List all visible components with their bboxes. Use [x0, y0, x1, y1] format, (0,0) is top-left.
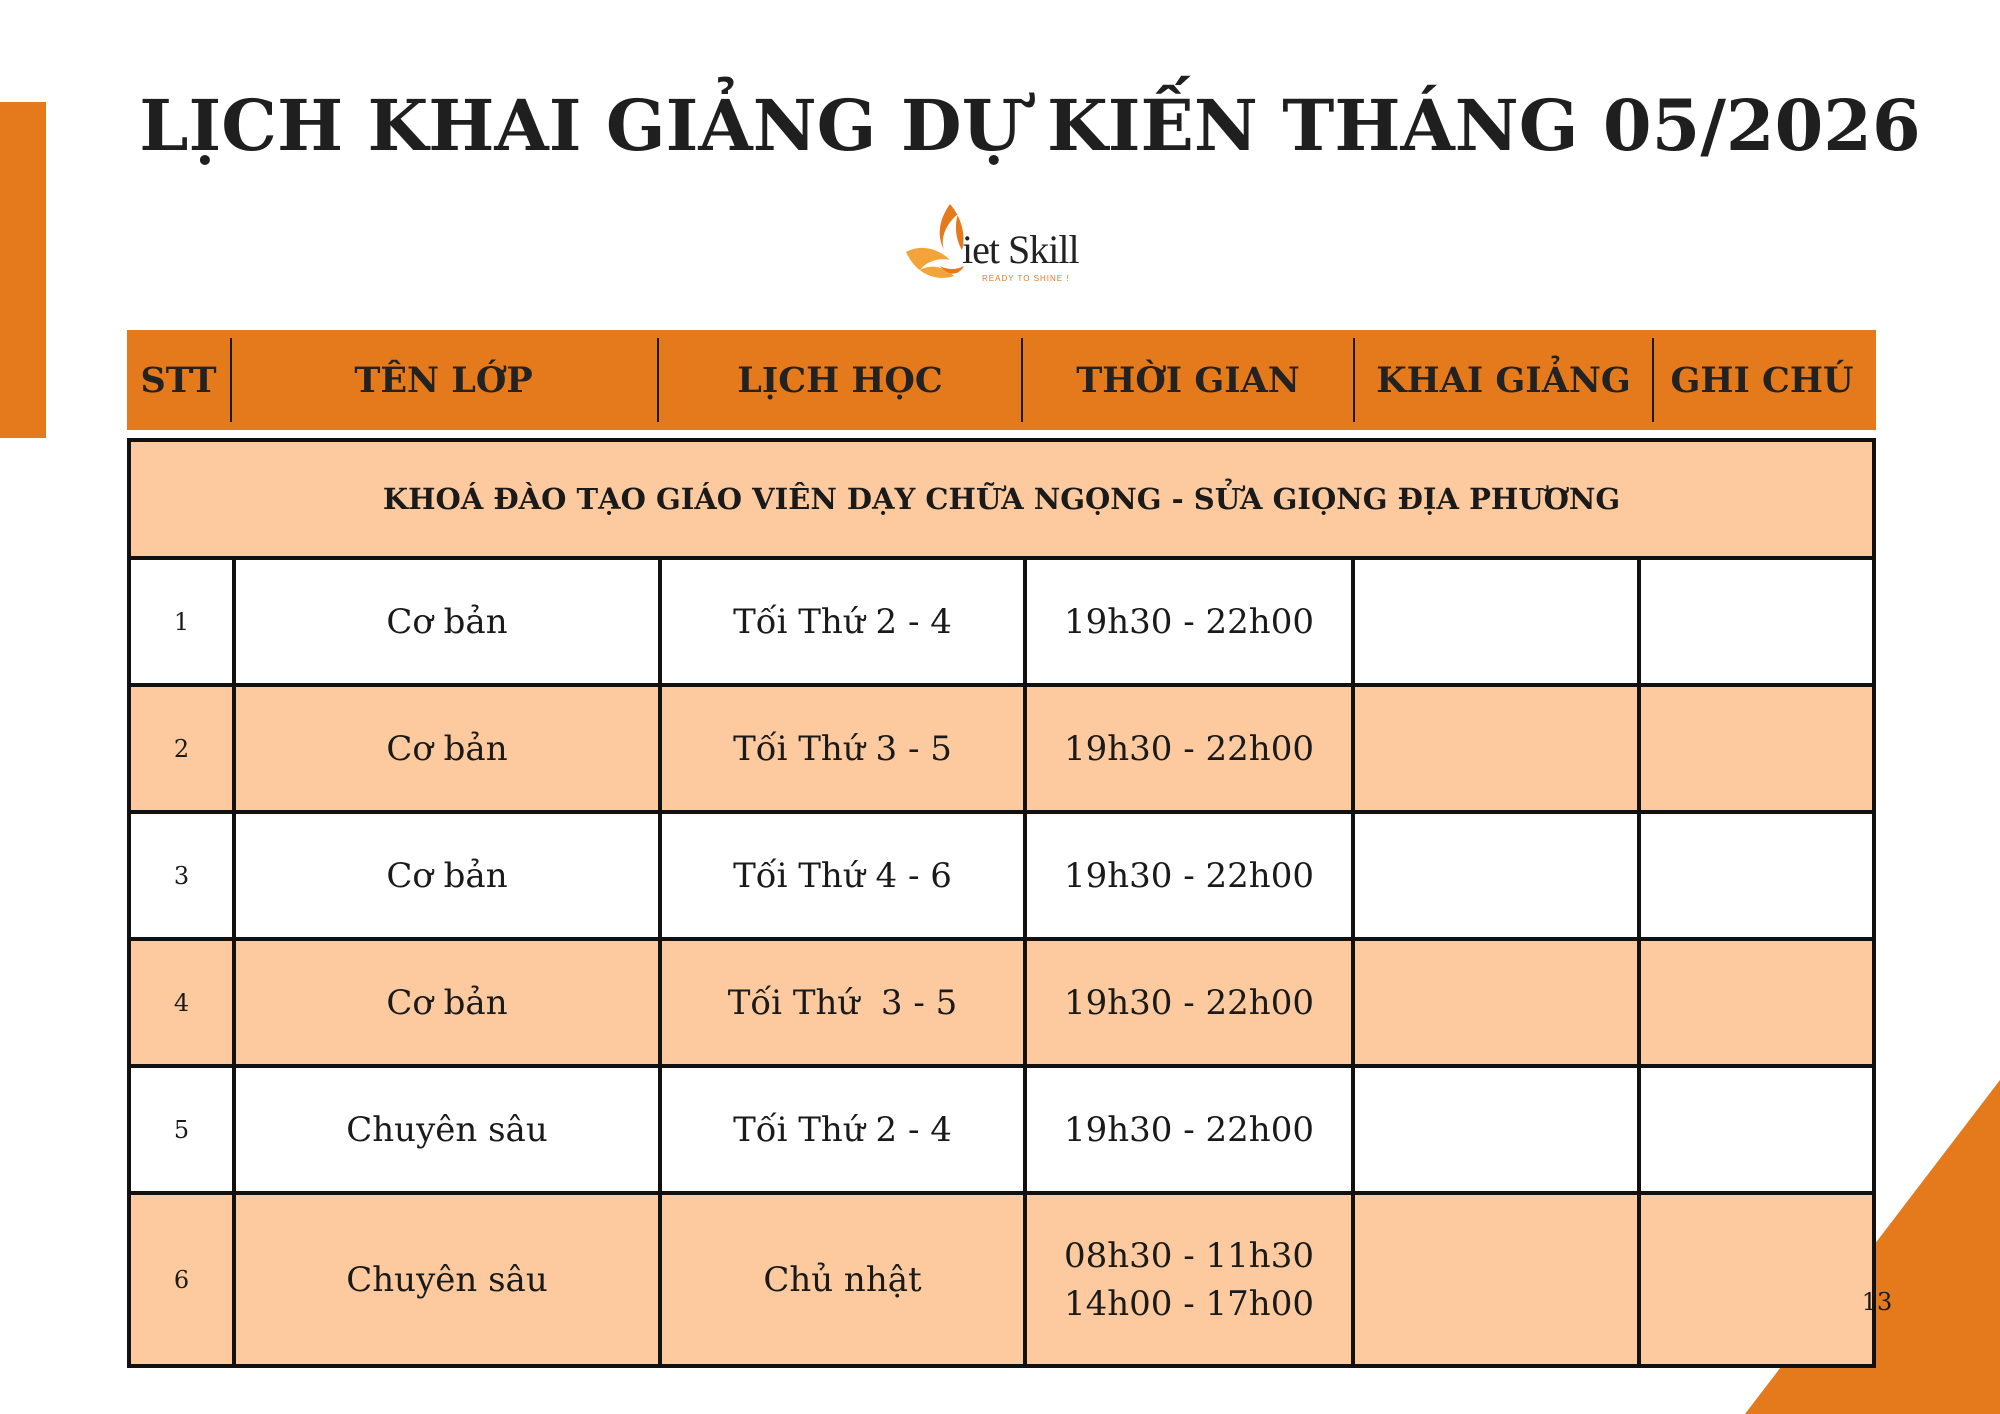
cell-ten-lop: Cơ bản: [386, 728, 508, 769]
page-title: LỊCH KHAI GIẢNG DỰ KIẾN THÁNG 05/2026: [139, 84, 1921, 167]
left-accent-bar: [0, 102, 46, 438]
cell-lich-hoc: Tối Thứ 3 - 5: [733, 728, 952, 769]
cell-khai-giang: [1355, 814, 1637, 937]
cell-ghi-chu: [1641, 1195, 1872, 1364]
cell-ghi-chu: [1641, 560, 1872, 683]
cell-ten-lop: Cơ bản: [386, 855, 508, 896]
cell-stt: 1: [173, 607, 190, 636]
table-row: [131, 687, 1872, 814]
cell-stt: 6: [173, 1265, 190, 1294]
cell-lich-hoc: Tối Thứ 3 - 5: [727, 982, 958, 1023]
cell-ghi-chu: [1641, 687, 1872, 810]
column-divider: [232, 560, 236, 1368]
logo-tagline: READY TO SHINE !: [982, 274, 1070, 283]
cell-thoi-gian: 19h30 - 22h00: [1064, 1109, 1314, 1150]
cell-thoi-gian: 19h30 - 22h00: [1064, 728, 1314, 769]
time-slot-morning: 08h30 - 11h30: [1064, 1235, 1314, 1276]
logo-wordmark: iet Skill: [962, 227, 1079, 272]
cell-lich-hoc: Tối Thứ 2 - 4: [733, 1109, 952, 1150]
cell-thoi-gian: 19h30 - 22h00: [1064, 601, 1314, 642]
table-row: [131, 941, 1872, 1068]
schedule-table: [127, 438, 1876, 1368]
header-ten-lop: TÊN LỚP: [354, 359, 533, 401]
cell-thoi-gian: 19h30 - 22h00: [1064, 982, 1314, 1023]
cell-ten-lop: Cơ bản: [386, 982, 508, 1023]
cell-ghi-chu: [1641, 1068, 1872, 1191]
cell-lich-hoc: Tối Thứ 2 - 4: [733, 601, 952, 642]
cell-ghi-chu: [1641, 941, 1872, 1064]
table-row: [131, 560, 1872, 687]
cell-thoi-gian: [1027, 1195, 1351, 1364]
cell-khai-giang: [1355, 1068, 1637, 1191]
table-row: [131, 814, 1872, 941]
cell-khai-giang: [1355, 941, 1637, 1064]
cell-khai-giang: [1355, 687, 1637, 810]
cell-ten-lop: Chuyên sâu: [346, 1259, 548, 1300]
page-number: 13: [1861, 1288, 1893, 1316]
cell-lich-hoc: Tối Thứ 4 - 6: [733, 855, 952, 896]
cell-khai-giang: [1355, 560, 1637, 683]
cell-lich-hoc: Chủ nhật: [763, 1259, 922, 1300]
column-divider: [658, 560, 662, 1368]
table-row: [131, 1068, 1872, 1195]
cell-khai-giang: [1355, 1195, 1637, 1364]
column-divider: [1023, 560, 1027, 1368]
cell-stt: 2: [173, 734, 190, 763]
column-divider: [1351, 560, 1355, 1368]
cell-ten-lop: Chuyên sâu: [346, 1109, 548, 1150]
table-header: [127, 330, 1876, 430]
header-thoi-gian: THỜI GIAN: [1076, 359, 1300, 401]
table-row: [131, 1195, 1872, 1364]
header-ghi-chu: GHI CHÚ: [1670, 359, 1854, 401]
time-slot-afternoon: 14h00 - 17h00: [1064, 1283, 1314, 1324]
column-divider: [1637, 560, 1641, 1368]
viet-skill-logo: [900, 200, 1100, 290]
cell-ghi-chu: [1641, 814, 1872, 937]
cell-stt: 5: [173, 1115, 190, 1144]
cell-stt: 4: [173, 988, 190, 1017]
cell-stt: 3: [173, 861, 190, 890]
cell-thoi-gian: 19h30 - 22h00: [1064, 855, 1314, 896]
header-khai-giang: KHAI GIẢNG: [1376, 359, 1631, 401]
header-lich-hoc: LỊCH HỌC: [737, 359, 943, 401]
header-stt: STT: [140, 359, 217, 401]
cell-ten-lop: Cơ bản: [386, 601, 508, 642]
section-title-row: KHOÁ ĐÀO TẠO GIÁO VIÊN DẠY CHỮA NGỌNG - SỬA GIỌNG ĐỊA PHƯƠNG: [131, 442, 1872, 560]
